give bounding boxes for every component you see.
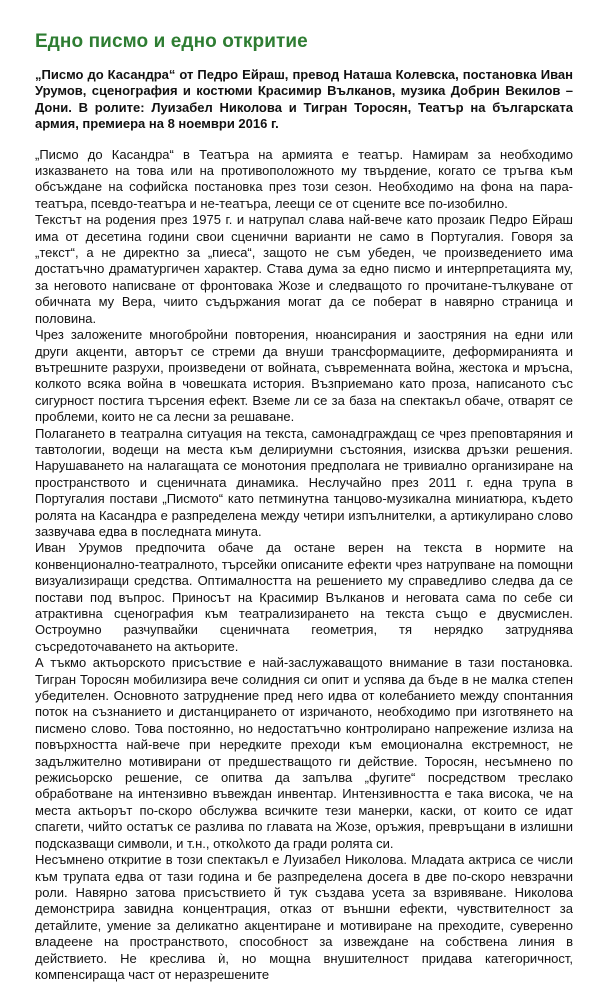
paragraph-3: Чрез заложените многобройни повторения, нюансирания и заостряния на едни или други акценти, авторът се стреми да внуши трансформациите, деформиранията и вътрешните разрухи, произведени от войната, съвременната война, жестока и мръсна, колкото всяка война в човешката история. Възприемано като проза, написаното със сигурност постига търсения ефект. Вземе ли се за база на спектакъл обаче, отварят се проблеми, които не са лесни за решаване. <box>35 327 573 425</box>
article-subtitle: „Писмо до Касандра“ от Педро Ейраш, превод Наташа Колевска, постановка Иван Урумов, сценография и костюми Красимир Вълканов, музика Добрин Векилов – Дони. В ролите: Луизабел Николова и Тигран Торосян, Театър на българската армия, премиера на 8 ноември 2016 г. <box>35 67 573 132</box>
paragraph-6: А тъкмо актьорското присъствие е най-заслужаващото внимание в тази постановка. Тигран Торосян мобилизира вече солидния си опит и успява да бъде в не малка степен убедителен. Основното затруднение пред него идва от колебанието между спонтанния поток на съзнанието и дистанцирането от изричаното, необходимо при изготвянето на писмено слово. Това постоянно, но недостатъчно контролирано напрежение излиза на повърхността най-вече при нередките преходи към емоционална екстремност, не задължително мотивирани от предшестващото ги действие. Торосян, несъмнено по режисьорско решение, се опитва да запълва „фугите“ посредством треслако обработване на интензивно въвеждан инвентар. Интензивността е така висока, че на места актьорът по-скоро обслужва всичките тези манерки, каски, от които се идат спагети, чийто остатък се разлива по главата на Жозе, оръжия, превръщани в излишни подсказващи символи, и т.н., откολкото да гради ролята си. <box>35 655 573 851</box>
paragraph-5: Иван Урумов предпочита обаче да остане верен на текста в нормите на конвенционално-театралното, търсейки описаните ефекти чрез натрупване на помощни визуализиращи средства. Оптималността на решението му справедливо следва да се постави под въпрос. Приносът на Красимир Вълканов и неговата сама по себе си атрактивна сценография към театрализирането на текста също е двусмислен. Остроумно разчупвайки сценичната геометрия, тя нерядко затруднява съсредоточаването на актьорите. <box>35 540 573 654</box>
document-page <box>35 30 573 982</box>
paragraph-7: Несъмнено откритие в този спектакъл е Луизабел Николова. Младата актриса се числи към трупата едва от тази година и бе разпределена досега в две по-скоро невзрачни роли. Навярно затова присъствието й тук създава усета за взривяване. Николова демонстрира завидна концентрация, отказ от външни ефекти, чувствителност за детайлите, умение за деликатно акцентиране и мотивиране на преходите, суверенно владеене на пространството, способност за извеждане на собствена линия в действието. Не креслива ѝ, но мощна внушителност придава категоричност, компенсираща част от неразрешените <box>35 852 573 982</box>
paragraph-4: Полагането в театрална ситуация на текста, самонадграждащ се чрез преповтаряния и тавтологии, водещи на места към делириумни състояния, изисква дръзки решения. Нарушаването на налагащата се монотония предполага не тривиално организиране на пространството и сценичната динамика. Неслучайно през 2011 г. една трупа в Португалия постави „Писмото“ като петминутна танцово-музикална миниатюра, където ролята на Касандра е разпределена между четири изпълнителки, а артикулирано слово зазвучава едва в последната минута. <box>35 425 573 539</box>
paragraph-1: „Писмо до Касандра“ в Театъра на армията е театър. Намирам за необходимо изказването на това или на противоположното му твърдение, когато се тръгва към обсъждане на софийска постановка през този сезон. Необходимо на фона на пара-театъра, псевдо-театъра и не-театъра, леещи се от сцените все по-изобилно. <box>35 146 573 211</box>
paragraph-2: Текстът на родения през 1975 г. и натрупал слава най-вече като прозаик Педро Ейраш има от десетина години свои сценични варианти не само в Португалия. Говоря за „текст“, а не директно за „пиеса“, защото не съм убеден, че произведението има достатъчно драматургичен характер. Става дума за едно писмо и интерпретацията му, за неговото написване от фронтовака Жозе и следващото го прочитане-тълкуване от обичната му Вера, чиито съдържания могат да се поберат в навярно страница и половина. <box>35 212 573 326</box>
article-title: Едно писмо и едно откритие <box>35 31 308 52</box>
